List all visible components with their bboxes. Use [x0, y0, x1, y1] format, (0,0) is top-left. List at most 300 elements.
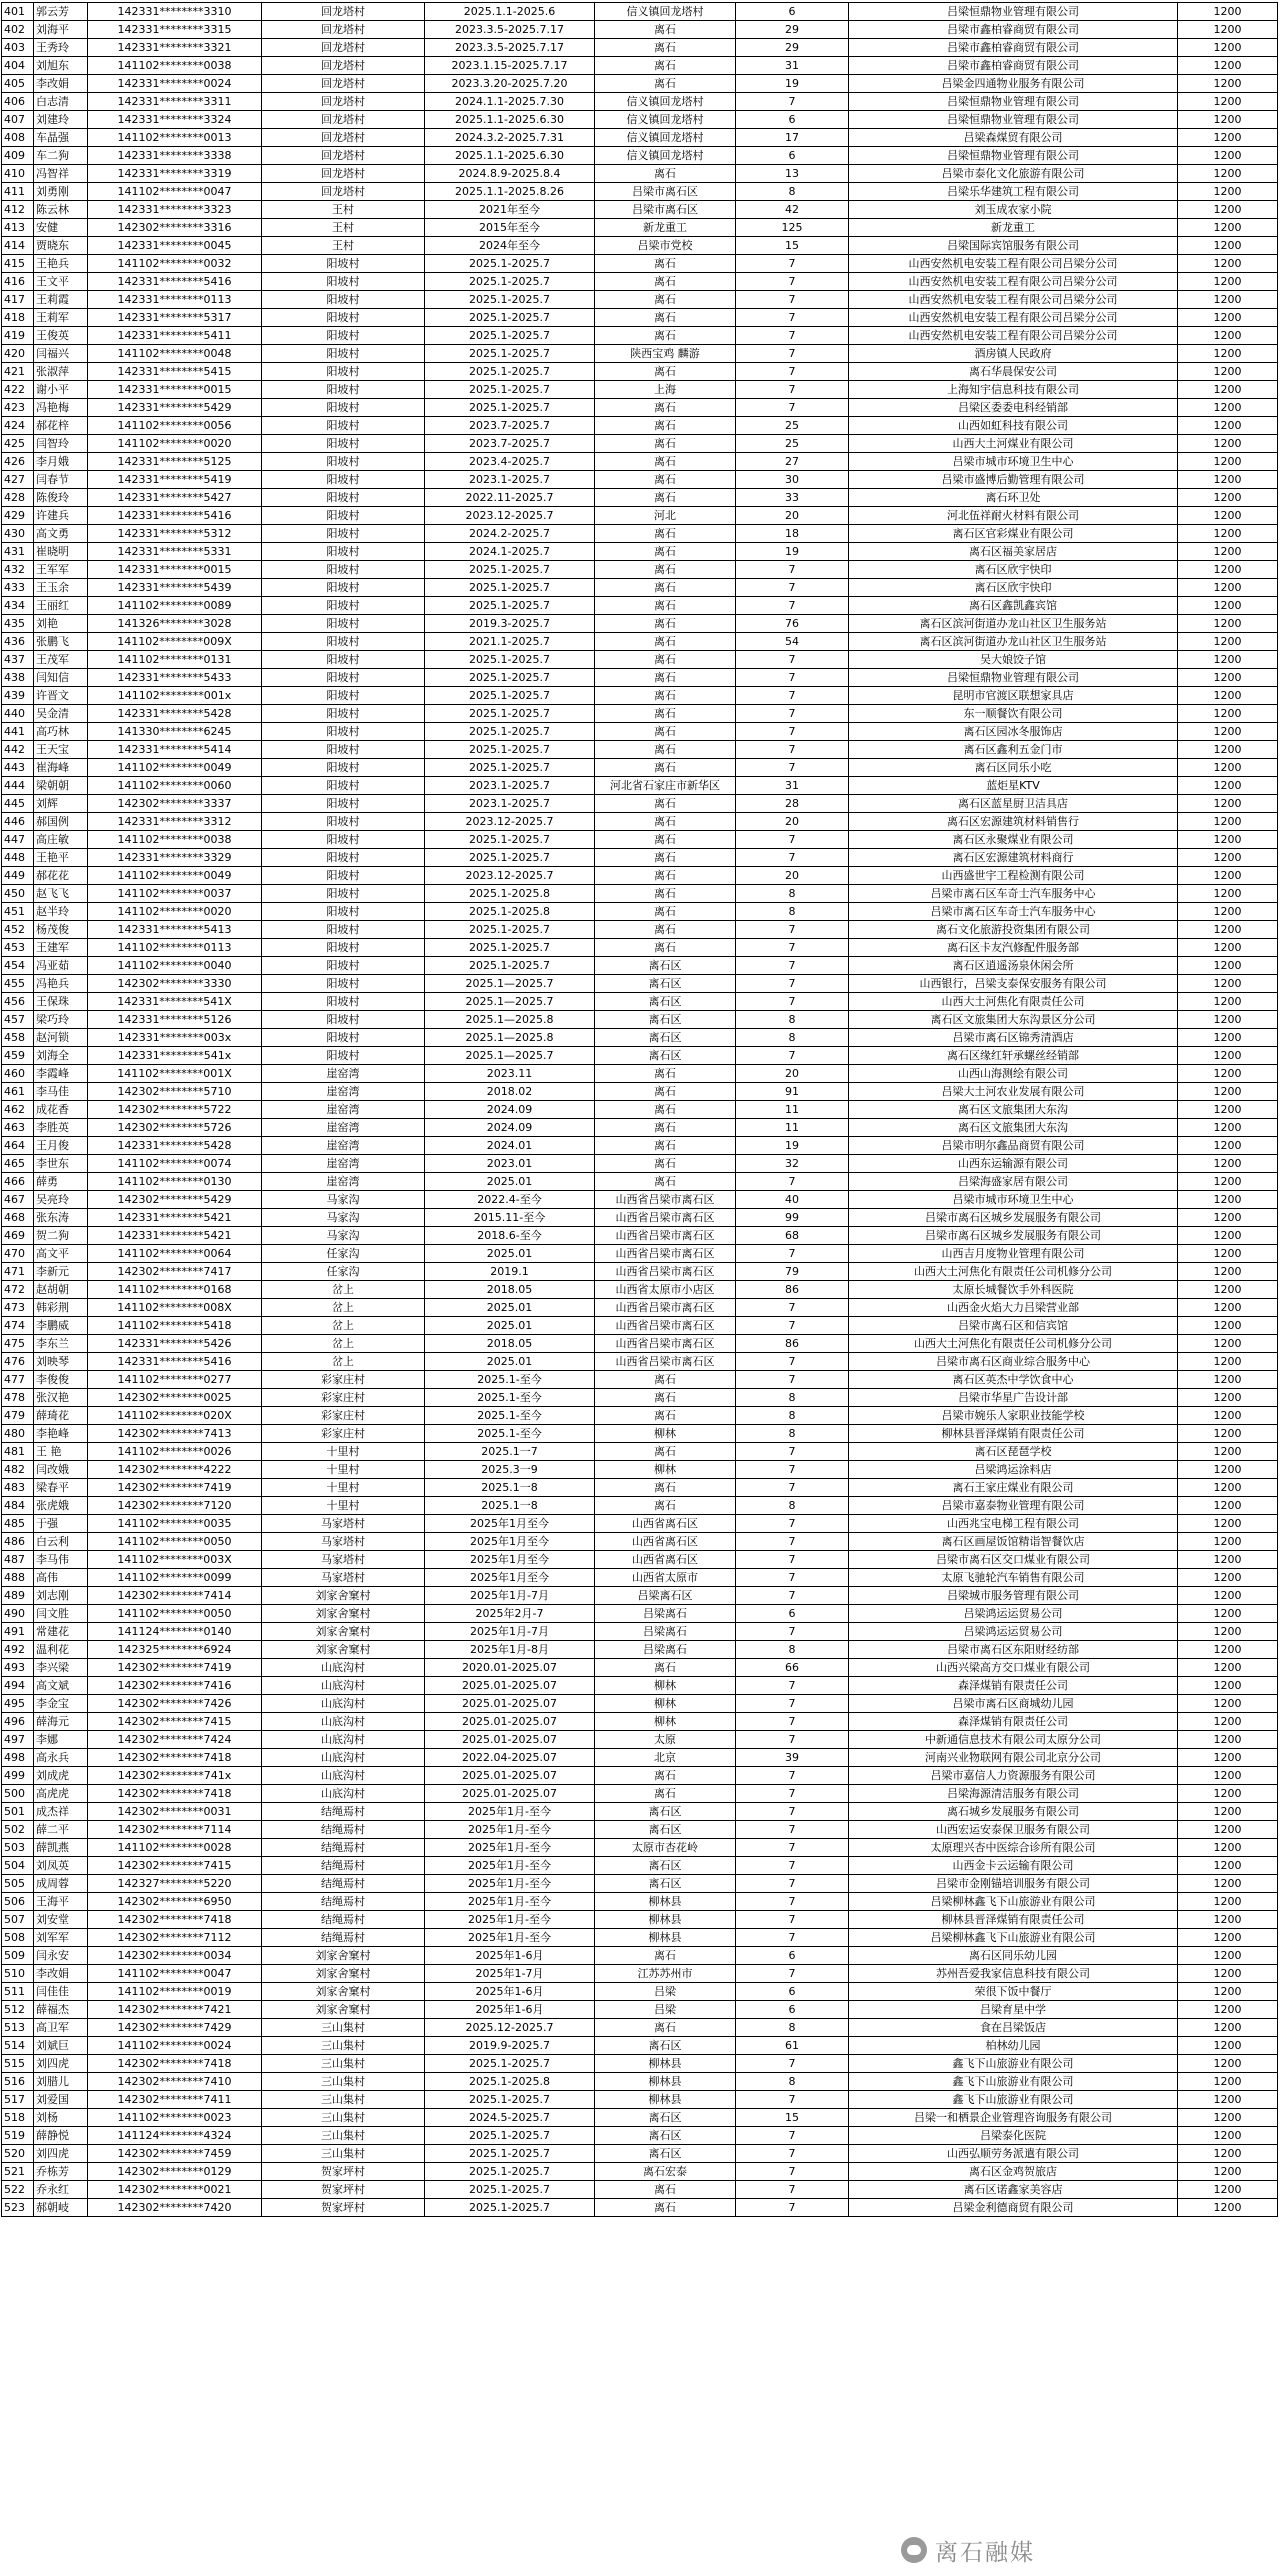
- person-name-cell: 杨茂俊: [34, 921, 88, 939]
- row-number-cell: 434: [2, 597, 34, 615]
- person-name-cell: 刘杨: [34, 2109, 88, 2127]
- employer-cell: 吕梁海盛家居有限公司: [849, 1173, 1178, 1191]
- table-row: [2, 1191, 1278, 1209]
- row-number-cell: 518: [2, 2109, 34, 2127]
- id-number-cell: 142302********7424: [88, 1731, 262, 1749]
- row-number-cell: 480: [2, 1425, 34, 1443]
- table-row: [2, 1983, 1278, 2001]
- village-cell: 阳坡村: [262, 489, 425, 507]
- id-number-cell: 141102********0020: [88, 903, 262, 921]
- work-location-cell: 吕梁离石区: [595, 1587, 736, 1605]
- months-cell: 7: [736, 1821, 849, 1839]
- subsidy-amount-cell: 1200: [1178, 363, 1278, 381]
- row-number-cell: 515: [2, 2055, 34, 2073]
- subsidy-amount-cell: 1200: [1178, 777, 1278, 795]
- months-cell: 7: [736, 1317, 849, 1335]
- work-period-cell: 2025.01-2025.07: [425, 1713, 595, 1731]
- person-name-cell: 闫智玲: [34, 435, 88, 453]
- months-cell: 61: [736, 2037, 849, 2055]
- employer-cell: 吕梁一和栖景企业管理咨询服务有限公司: [849, 2109, 1178, 2127]
- work-location-cell: 离石: [595, 165, 736, 183]
- row-number-cell: 465: [2, 1155, 34, 1173]
- village-cell: 刘家舍窠村: [262, 1947, 425, 1965]
- months-cell: 6: [736, 1983, 849, 2001]
- person-name-cell: 高巧林: [34, 723, 88, 741]
- months-cell: 19: [736, 543, 849, 561]
- id-number-cell: 141102********0049: [88, 759, 262, 777]
- id-number-cell: 142331********0113: [88, 291, 262, 309]
- person-name-cell: 闫知信: [34, 669, 88, 687]
- id-number-cell: 142302********7418: [88, 1911, 262, 1929]
- months-cell: 15: [736, 237, 849, 255]
- subsidy-amount-cell: 1200: [1178, 1515, 1278, 1533]
- subsidy-table: [1, 2, 1278, 2217]
- employer-cell: 离石区滨河街道办龙山社区卫生服务站: [849, 633, 1178, 651]
- id-number-cell: 141124********0140: [88, 1623, 262, 1641]
- subsidy-amount-cell: 1200: [1178, 687, 1278, 705]
- months-cell: 7: [736, 1173, 849, 1191]
- row-number-cell: 478: [2, 1389, 34, 1407]
- row-number-cell: 476: [2, 1353, 34, 1371]
- work-period-cell: 2025.1一7: [425, 1443, 595, 1461]
- work-location-cell: 离石: [595, 489, 736, 507]
- months-cell: 99: [736, 1209, 849, 1227]
- subsidy-amount-cell: 1200: [1178, 1029, 1278, 1047]
- subsidy-amount-cell: 1200: [1178, 2163, 1278, 2181]
- village-cell: 岔上: [262, 1335, 425, 1353]
- subsidy-amount-cell: 1200: [1178, 1461, 1278, 1479]
- work-period-cell: 2024年至今: [425, 237, 595, 255]
- village-cell: 回龙塔村: [262, 147, 425, 165]
- village-cell: 阳坡村: [262, 435, 425, 453]
- row-number-cell: 481: [2, 1443, 34, 1461]
- table-row: [2, 903, 1278, 921]
- months-cell: 76: [736, 615, 849, 633]
- table-row: [2, 489, 1278, 507]
- table-row: [2, 1587, 1278, 1605]
- row-number-cell: 424: [2, 417, 34, 435]
- id-number-cell: 142302********7415: [88, 1857, 262, 1875]
- village-cell: 阳坡村: [262, 633, 425, 651]
- months-cell: 7: [736, 975, 849, 993]
- subsidy-amount-cell: 1200: [1178, 1893, 1278, 1911]
- work-location-cell: 柳林县: [595, 2055, 736, 2073]
- id-number-cell: 141102********5418: [88, 1317, 262, 1335]
- person-name-cell: 白志清: [34, 93, 88, 111]
- work-location-cell: 吕梁: [595, 1983, 736, 2001]
- work-location-cell: 离石: [595, 525, 736, 543]
- work-period-cell: 2025年1月至今: [425, 1533, 595, 1551]
- subsidy-amount-cell: 1200: [1178, 21, 1278, 39]
- employer-cell: 苏州吾爱我家信息科技有限公司: [849, 1965, 1178, 1983]
- work-location-cell: 离石区: [595, 2127, 736, 2145]
- subsidy-amount-cell: 1200: [1178, 723, 1278, 741]
- subsidy-amount-cell: 1200: [1178, 1389, 1278, 1407]
- table-row: [2, 1119, 1278, 1137]
- employer-cell: 吕梁大土河农业发展有限公司: [849, 1083, 1178, 1101]
- row-number-cell: 457: [2, 1011, 34, 1029]
- subsidy-amount-cell: 1200: [1178, 1335, 1278, 1353]
- village-cell: 彩家庄村: [262, 1407, 425, 1425]
- subsidy-amount-cell: 1200: [1178, 1173, 1278, 1191]
- person-name-cell: 王文平: [34, 273, 88, 291]
- work-location-cell: 离石: [595, 849, 736, 867]
- work-period-cell: 2025年1-7月: [425, 1965, 595, 1983]
- months-cell: 7: [736, 1479, 849, 1497]
- subsidy-amount-cell: 1200: [1178, 903, 1278, 921]
- work-period-cell: 2025年1月-至今: [425, 1893, 595, 1911]
- id-number-cell: 142325********6924: [88, 1641, 262, 1659]
- person-name-cell: 刘腊儿: [34, 2073, 88, 2091]
- person-name-cell: 闫佳佳: [34, 1983, 88, 2001]
- work-period-cell: 2024.5-2025.7: [425, 2109, 595, 2127]
- work-location-cell: 离石: [595, 705, 736, 723]
- id-number-cell: 142302********6950: [88, 1893, 262, 1911]
- person-name-cell: 温利花: [34, 1641, 88, 1659]
- employer-cell: 吕梁市鑫柏睿商贸有限公司: [849, 57, 1178, 75]
- person-name-cell: 李俊俊: [34, 1371, 88, 1389]
- village-cell: 阳坡村: [262, 903, 425, 921]
- village-cell: 阳坡村: [262, 597, 425, 615]
- subsidy-amount-cell: 1200: [1178, 345, 1278, 363]
- months-cell: 7: [736, 2199, 849, 2217]
- person-name-cell: 赵飞飞: [34, 885, 88, 903]
- subsidy-amount-cell: 1200: [1178, 1191, 1278, 1209]
- person-name-cell: 王莉军: [34, 309, 88, 327]
- village-cell: 山底沟村: [262, 1785, 425, 1803]
- employer-cell: 酒房镇人民政府: [849, 345, 1178, 363]
- subsidy-amount-cell: 1200: [1178, 75, 1278, 93]
- table-row: [2, 723, 1278, 741]
- employer-cell: 离石区福美家居店: [849, 543, 1178, 561]
- village-cell: 阳坡村: [262, 813, 425, 831]
- person-name-cell: 崔海峰: [34, 759, 88, 777]
- village-cell: 回龙塔村: [262, 93, 425, 111]
- subsidy-amount-cell: 1200: [1178, 1119, 1278, 1137]
- row-number-cell: 504: [2, 1857, 34, 1875]
- person-name-cell: 薛海元: [34, 1713, 88, 1731]
- table-row: [2, 435, 1278, 453]
- row-number-cell: 510: [2, 1965, 34, 1983]
- work-location-cell: 吕梁市离石区: [595, 201, 736, 219]
- village-cell: 岔上: [262, 1281, 425, 1299]
- work-period-cell: 2025.1-2025.7: [425, 2199, 595, 2217]
- work-location-cell: 离石: [595, 1407, 736, 1425]
- employer-cell: 吕梁森煤贸有限公司: [849, 129, 1178, 147]
- village-cell: 贺家坪村: [262, 2181, 425, 2199]
- work-period-cell: 2025.01-2025.07: [425, 1731, 595, 1749]
- months-cell: 68: [736, 1227, 849, 1245]
- person-name-cell: 刘辉: [34, 795, 88, 813]
- employer-cell: 吕梁区委委电科经销部: [849, 399, 1178, 417]
- id-number-cell: 141102********0019: [88, 1983, 262, 2001]
- id-number-cell: 142302********7426: [88, 1695, 262, 1713]
- person-name-cell: 王艳平: [34, 849, 88, 867]
- subsidy-amount-cell: 1200: [1178, 147, 1278, 165]
- work-period-cell: 2025.1—2025.8: [425, 1029, 595, 1047]
- person-name-cell: 李月娥: [34, 453, 88, 471]
- work-period-cell: 2018.05: [425, 1281, 595, 1299]
- village-cell: 三山集村: [262, 2091, 425, 2109]
- work-period-cell: 2025年1月至今: [425, 1551, 595, 1569]
- person-name-cell: 王丽红: [34, 597, 88, 615]
- row-number-cell: 455: [2, 975, 34, 993]
- person-name-cell: 闫永安: [34, 1947, 88, 1965]
- work-period-cell: 2015年至今: [425, 219, 595, 237]
- row-number-cell: 418: [2, 309, 34, 327]
- months-cell: 8: [736, 1389, 849, 1407]
- table-row: [2, 867, 1278, 885]
- id-number-cell: 142302********0129: [88, 2163, 262, 2181]
- work-period-cell: 2025年2月-7: [425, 1605, 595, 1623]
- id-number-cell: 141102********0050: [88, 1605, 262, 1623]
- row-number-cell: 482: [2, 1461, 34, 1479]
- work-period-cell: 2023.1-2025.7: [425, 471, 595, 489]
- table-row: [2, 2199, 1278, 2217]
- employer-cell: 吕梁市盛博后勤管理有限公司: [849, 471, 1178, 489]
- id-number-cell: 142331********003x: [88, 1029, 262, 1047]
- row-number-cell: 466: [2, 1173, 34, 1191]
- work-location-cell: 柳林: [595, 1695, 736, 1713]
- work-location-cell: 离石: [595, 1785, 736, 1803]
- person-name-cell: 薛琦花: [34, 1407, 88, 1425]
- employer-cell: 吕梁市离石区交口煤业有限公司: [849, 1551, 1178, 1569]
- id-number-cell: 142302********7112: [88, 1929, 262, 1947]
- employer-cell: 柏林幼儿园: [849, 2037, 1178, 2055]
- subsidy-amount-cell: 1200: [1178, 1245, 1278, 1263]
- row-number-cell: 414: [2, 237, 34, 255]
- row-number-cell: 496: [2, 1713, 34, 1731]
- work-location-cell: 离石: [595, 1371, 736, 1389]
- subsidy-amount-cell: 1200: [1178, 1227, 1278, 1245]
- row-number-cell: 463: [2, 1119, 34, 1137]
- employer-cell: 吴大娘饺子馆: [849, 651, 1178, 669]
- work-period-cell: 2019.1: [425, 1263, 595, 1281]
- months-cell: 7: [736, 2127, 849, 2145]
- months-cell: 7: [736, 1245, 849, 1263]
- table-row: [2, 75, 1278, 93]
- subsidy-amount-cell: 1200: [1178, 1713, 1278, 1731]
- work-period-cell: 2025.1-2025.7: [425, 2055, 595, 2073]
- employer-cell: 吕梁城市服务管理有限公司: [849, 1587, 1178, 1605]
- row-number-cell: 407: [2, 111, 34, 129]
- employer-cell: 吕梁乐华建筑工程有限公司: [849, 183, 1178, 201]
- village-cell: 彩家庄村: [262, 1371, 425, 1389]
- person-name-cell: 郝朝岐: [34, 2199, 88, 2217]
- work-period-cell: 2025.1—2025.8: [425, 1011, 595, 1029]
- months-cell: 7: [736, 561, 849, 579]
- work-location-cell: 离石: [595, 795, 736, 813]
- months-cell: 39: [736, 1749, 849, 1767]
- person-name-cell: 王秀玲: [34, 39, 88, 57]
- subsidy-amount-cell: 1200: [1178, 939, 1278, 957]
- village-cell: 山底沟村: [262, 1731, 425, 1749]
- id-number-cell: 142302********741x: [88, 1767, 262, 1785]
- row-number-cell: 513: [2, 2019, 34, 2037]
- work-location-cell: 柳林: [595, 1461, 736, 1479]
- table-row: [2, 561, 1278, 579]
- employer-cell: 东一顺餐饮有限公司: [849, 705, 1178, 723]
- months-cell: 19: [736, 1137, 849, 1155]
- months-cell: 19: [736, 75, 849, 93]
- table-row: [2, 921, 1278, 939]
- work-location-cell: 山西省吕梁市离石区: [595, 1263, 736, 1281]
- work-period-cell: 2025.1-至今: [425, 1389, 595, 1407]
- row-number-cell: 490: [2, 1605, 34, 1623]
- months-cell: 7: [736, 1515, 849, 1533]
- table-row: [2, 1965, 1278, 1983]
- village-cell: 崖窑湾: [262, 1155, 425, 1173]
- table-row: [2, 1407, 1278, 1425]
- employer-cell: 吕梁市离石区车奇士汽车服务中心: [849, 903, 1178, 921]
- work-location-cell: 离石区: [595, 1029, 736, 1047]
- id-number-cell: 142302********5710: [88, 1083, 262, 1101]
- work-location-cell: 河北省石家庄市新华区: [595, 777, 736, 795]
- employer-cell: 太原理兴杏中医综合诊所有限公司: [849, 1839, 1178, 1857]
- employer-cell: 山西安然机电安装工程有限公司吕梁分公司: [849, 309, 1178, 327]
- table-row: [2, 1137, 1278, 1155]
- village-cell: 任家沟: [262, 1263, 425, 1281]
- person-name-cell: 陈云林: [34, 201, 88, 219]
- person-name-cell: 许建兵: [34, 507, 88, 525]
- work-period-cell: 2024.09: [425, 1101, 595, 1119]
- subsidy-amount-cell: 1200: [1178, 2073, 1278, 2091]
- person-name-cell: 刘四虎: [34, 2145, 88, 2163]
- employer-cell: 离石区文旅集团大东沟: [849, 1119, 1178, 1137]
- village-cell: 王村: [262, 201, 425, 219]
- table-row: [2, 1677, 1278, 1695]
- table-row: [2, 471, 1278, 489]
- subsidy-amount-cell: 1200: [1178, 327, 1278, 345]
- employer-cell: 山西山海测绘有限公司: [849, 1065, 1178, 1083]
- work-period-cell: 2025.01: [425, 1353, 595, 1371]
- months-cell: 8: [736, 183, 849, 201]
- subsidy-amount-cell: 1200: [1178, 1209, 1278, 1227]
- work-location-cell: 山西省吕梁市离石区: [595, 1299, 736, 1317]
- person-name-cell: 成花香: [34, 1101, 88, 1119]
- village-cell: 任家沟: [262, 1245, 425, 1263]
- months-cell: 7: [736, 309, 849, 327]
- employer-cell: 离石区官彩煤业有限公司: [849, 525, 1178, 543]
- subsidy-amount-cell: 1200: [1178, 2109, 1278, 2127]
- work-location-cell: 离石: [595, 615, 736, 633]
- table-row: [2, 327, 1278, 345]
- row-number-cell: 409: [2, 147, 34, 165]
- work-location-cell: 离石: [595, 417, 736, 435]
- row-number-cell: 442: [2, 741, 34, 759]
- work-period-cell: 2025.1-2025.7: [425, 741, 595, 759]
- person-name-cell: 张淑萍: [34, 363, 88, 381]
- months-cell: 6: [736, 111, 849, 129]
- row-number-cell: 469: [2, 1227, 34, 1245]
- village-cell: 十里村: [262, 1479, 425, 1497]
- person-name-cell: 吴亮玲: [34, 1191, 88, 1209]
- work-period-cell: 2025.1-2025.8: [425, 885, 595, 903]
- person-name-cell: 薛静悦: [34, 2127, 88, 2145]
- person-name-cell: 贾晓东: [34, 237, 88, 255]
- months-cell: 20: [736, 1065, 849, 1083]
- row-number-cell: 472: [2, 1281, 34, 1299]
- village-cell: 岔上: [262, 1317, 425, 1335]
- subsidy-amount-cell: 1200: [1178, 183, 1278, 201]
- work-period-cell: 2025.1-2025.7: [425, 705, 595, 723]
- work-period-cell: 2023.3.20-2025.7.20: [425, 75, 595, 93]
- table-row: [2, 579, 1278, 597]
- table-row: [2, 993, 1278, 1011]
- months-cell: 20: [736, 507, 849, 525]
- work-location-cell: 离石: [595, 939, 736, 957]
- id-number-cell: 142302********7418: [88, 1785, 262, 1803]
- id-number-cell: 142331********3329: [88, 849, 262, 867]
- id-number-cell: 142331********5433: [88, 669, 262, 687]
- row-number-cell: 520: [2, 2145, 34, 2163]
- id-number-cell: 142302********7419: [88, 1479, 262, 1497]
- id-number-cell: 142331********5416: [88, 1353, 262, 1371]
- person-name-cell: 薛二平: [34, 1821, 88, 1839]
- id-number-cell: 142331********5317: [88, 309, 262, 327]
- employer-cell: 吕梁恒鼎物业管理有限公司: [849, 669, 1178, 687]
- id-number-cell: 141102********0050: [88, 1533, 262, 1551]
- work-period-cell: 2025.01: [425, 1299, 595, 1317]
- village-cell: 阳坡村: [262, 651, 425, 669]
- person-name-cell: 高文勇: [34, 525, 88, 543]
- work-location-cell: 离石: [595, 723, 736, 741]
- employer-cell: 离石区同乐小吃: [849, 759, 1178, 777]
- work-location-cell: 山西省吕梁市离石区: [595, 1353, 736, 1371]
- person-name-cell: 李东兰: [34, 1335, 88, 1353]
- id-number-cell: 142331********0024: [88, 75, 262, 93]
- months-cell: 17: [736, 129, 849, 147]
- work-location-cell: 山西省吕梁市离石区: [595, 1227, 736, 1245]
- table-row: [2, 2181, 1278, 2199]
- work-period-cell: 2025.1—2025.7: [425, 975, 595, 993]
- work-period-cell: 2015.11-至今: [425, 1209, 595, 1227]
- work-location-cell: 离石: [595, 1947, 736, 1965]
- subsidy-amount-cell: 1200: [1178, 795, 1278, 813]
- table-row: [2, 1083, 1278, 1101]
- work-location-cell: 柳林: [595, 1677, 736, 1695]
- employer-cell: 蓝炬星KTV: [849, 777, 1178, 795]
- village-cell: 阳坡村: [262, 921, 425, 939]
- person-name-cell: 冯艳兵: [34, 975, 88, 993]
- id-number-cell: 141102********0131: [88, 651, 262, 669]
- person-name-cell: 王建军: [34, 939, 88, 957]
- table-row: [2, 39, 1278, 57]
- id-number-cell: 142302********7459: [88, 2145, 262, 2163]
- employer-cell: 离石区文旅集团大东沟景区分公司: [849, 1011, 1178, 1029]
- village-cell: 阳坡村: [262, 345, 425, 363]
- work-period-cell: 2025.1-2025.7: [425, 2145, 595, 2163]
- id-number-cell: 142331********3319: [88, 165, 262, 183]
- work-period-cell: 2025.1-2025.7: [425, 849, 595, 867]
- table-row: [2, 1749, 1278, 1767]
- id-number-cell: 141124********4324: [88, 2127, 262, 2145]
- id-number-cell: 142302********7420: [88, 2199, 262, 2217]
- person-name-cell: 薛福杰: [34, 2001, 88, 2019]
- row-number-cell: 420: [2, 345, 34, 363]
- id-number-cell: 141102********0032: [88, 255, 262, 273]
- village-cell: 结绳焉村: [262, 1911, 425, 1929]
- subsidy-amount-cell: 1200: [1178, 1101, 1278, 1119]
- person-name-cell: 刘艳: [34, 615, 88, 633]
- subsidy-amount-cell: 1200: [1178, 1443, 1278, 1461]
- work-period-cell: 2022.04-2025.07: [425, 1749, 595, 1767]
- village-cell: 山底沟村: [262, 1713, 425, 1731]
- table-row: [2, 255, 1278, 273]
- work-period-cell: 2025.1-2025.8: [425, 903, 595, 921]
- table-row: [2, 1425, 1278, 1443]
- village-cell: 阳坡村: [262, 255, 425, 273]
